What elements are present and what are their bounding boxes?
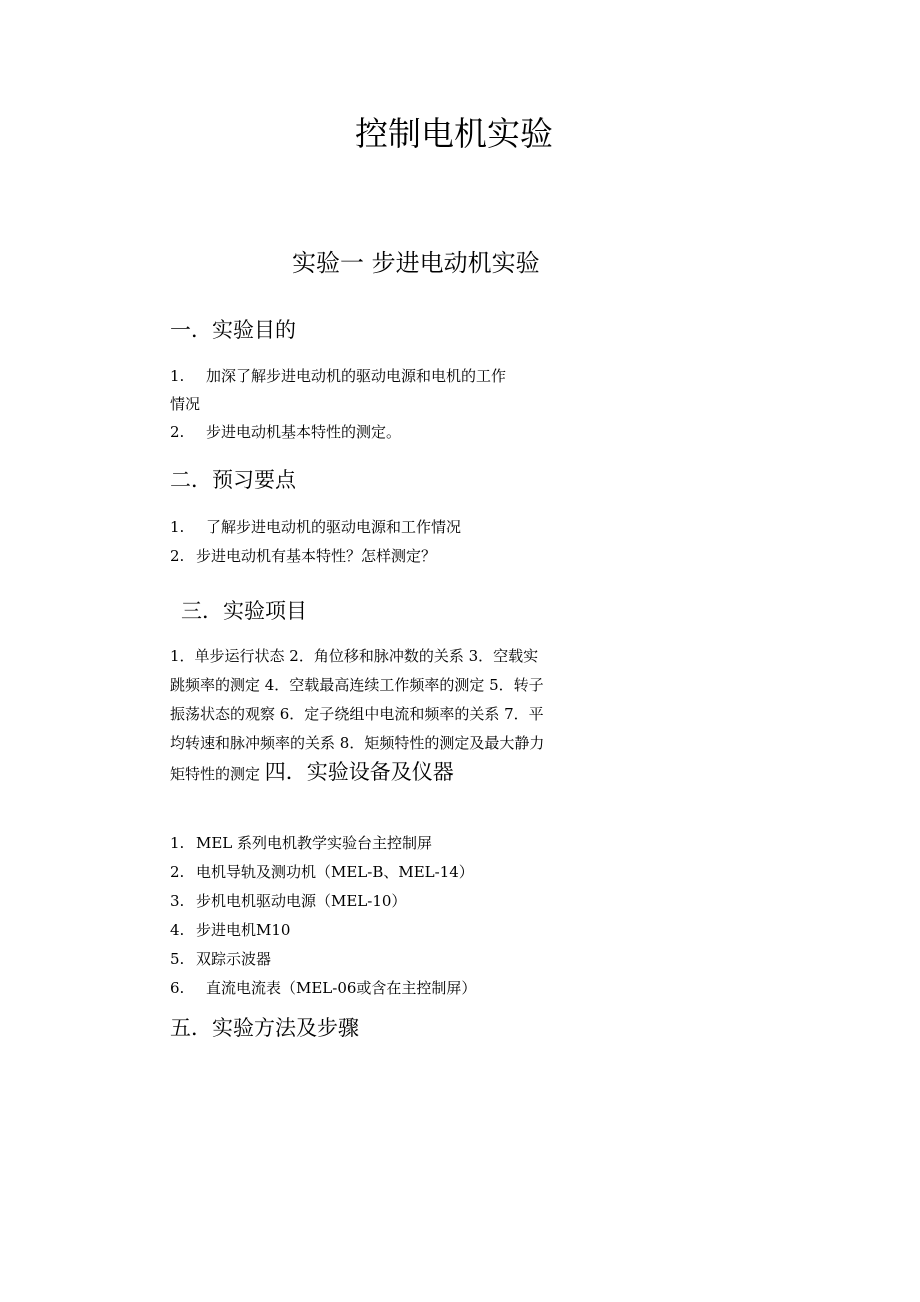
list-item xyxy=(170,513,461,541)
list-item-number: 1. xyxy=(170,518,185,536)
list-item xyxy=(170,974,476,1002)
list-item xyxy=(170,542,436,570)
experiment-items-paragraph xyxy=(170,642,550,789)
list-item-number: 1. xyxy=(170,367,185,385)
list-item-number: 5. xyxy=(170,950,185,968)
experiment-items-text: 1．单步运行状态 2．角位移和脉冲数的关系 3．空载实跳频率的测定 4．空载最高连续工作频率的测定 5．转子振荡状态的观察 6．定子绕组中电流和频率的关系 7．平均转速和脉冲频率的关系 8．矩频特性的测定及最大静力矩特性的测定 xyxy=(170,647,545,783)
list-item-text: 步进电机M10 xyxy=(196,921,291,939)
list-item-number: 2. xyxy=(170,863,185,881)
section-heading-preview: 二．预习要点 xyxy=(170,468,296,492)
list-item-text: 了解步进电动机的驱动电源和工作情况 xyxy=(206,518,462,536)
list-item xyxy=(170,887,406,915)
list-item-continuation: 情况 xyxy=(170,395,201,413)
list-item-number: 6. xyxy=(170,979,185,997)
list-item xyxy=(170,362,506,390)
list-item xyxy=(170,829,432,857)
list-item xyxy=(170,418,401,446)
list-item-text: 双踪示波器 xyxy=(196,950,272,968)
list-item xyxy=(170,858,474,886)
experiment-title: 实验一 步进电动机实验 xyxy=(292,249,540,277)
document-title: 控制电机实验 xyxy=(355,114,553,153)
list-item-text: 电机导轨及测功机（MEL-B、MEL-14） xyxy=(196,863,474,881)
list-item-text: 步机电机驱动电源（MEL-10） xyxy=(196,892,407,910)
list-item-text: 直流电流表（MEL-06或含在主控制屏） xyxy=(206,979,477,997)
list-item-number: 3. xyxy=(170,892,185,910)
section-heading-purpose: 一．实验目的 xyxy=(170,318,296,342)
list-item-text: 步进电动机基本特性的测定。 xyxy=(206,423,402,441)
list-item-number: 1. xyxy=(170,834,185,852)
list-item-text: MEL 系列电机教学实验台主控制屏 xyxy=(196,834,433,852)
list-item xyxy=(170,916,290,944)
list-item-number: 2. xyxy=(170,547,185,565)
section-heading-equipment: 四．实验设备及仪器 xyxy=(264,760,454,784)
list-item-number: 4. xyxy=(170,921,185,939)
section-heading-method: 五．实验方法及步骤 xyxy=(170,1016,359,1040)
list-item-text: 加深了解步进电动机的驱动电源和电机的工作 xyxy=(206,367,507,385)
list-item-text: 步进电动机有基本特性？怎样测定？ xyxy=(196,547,437,565)
section-heading-items: 三．实验项目 xyxy=(181,599,307,623)
list-item-number: 2. xyxy=(170,423,185,441)
list-item xyxy=(170,945,271,973)
